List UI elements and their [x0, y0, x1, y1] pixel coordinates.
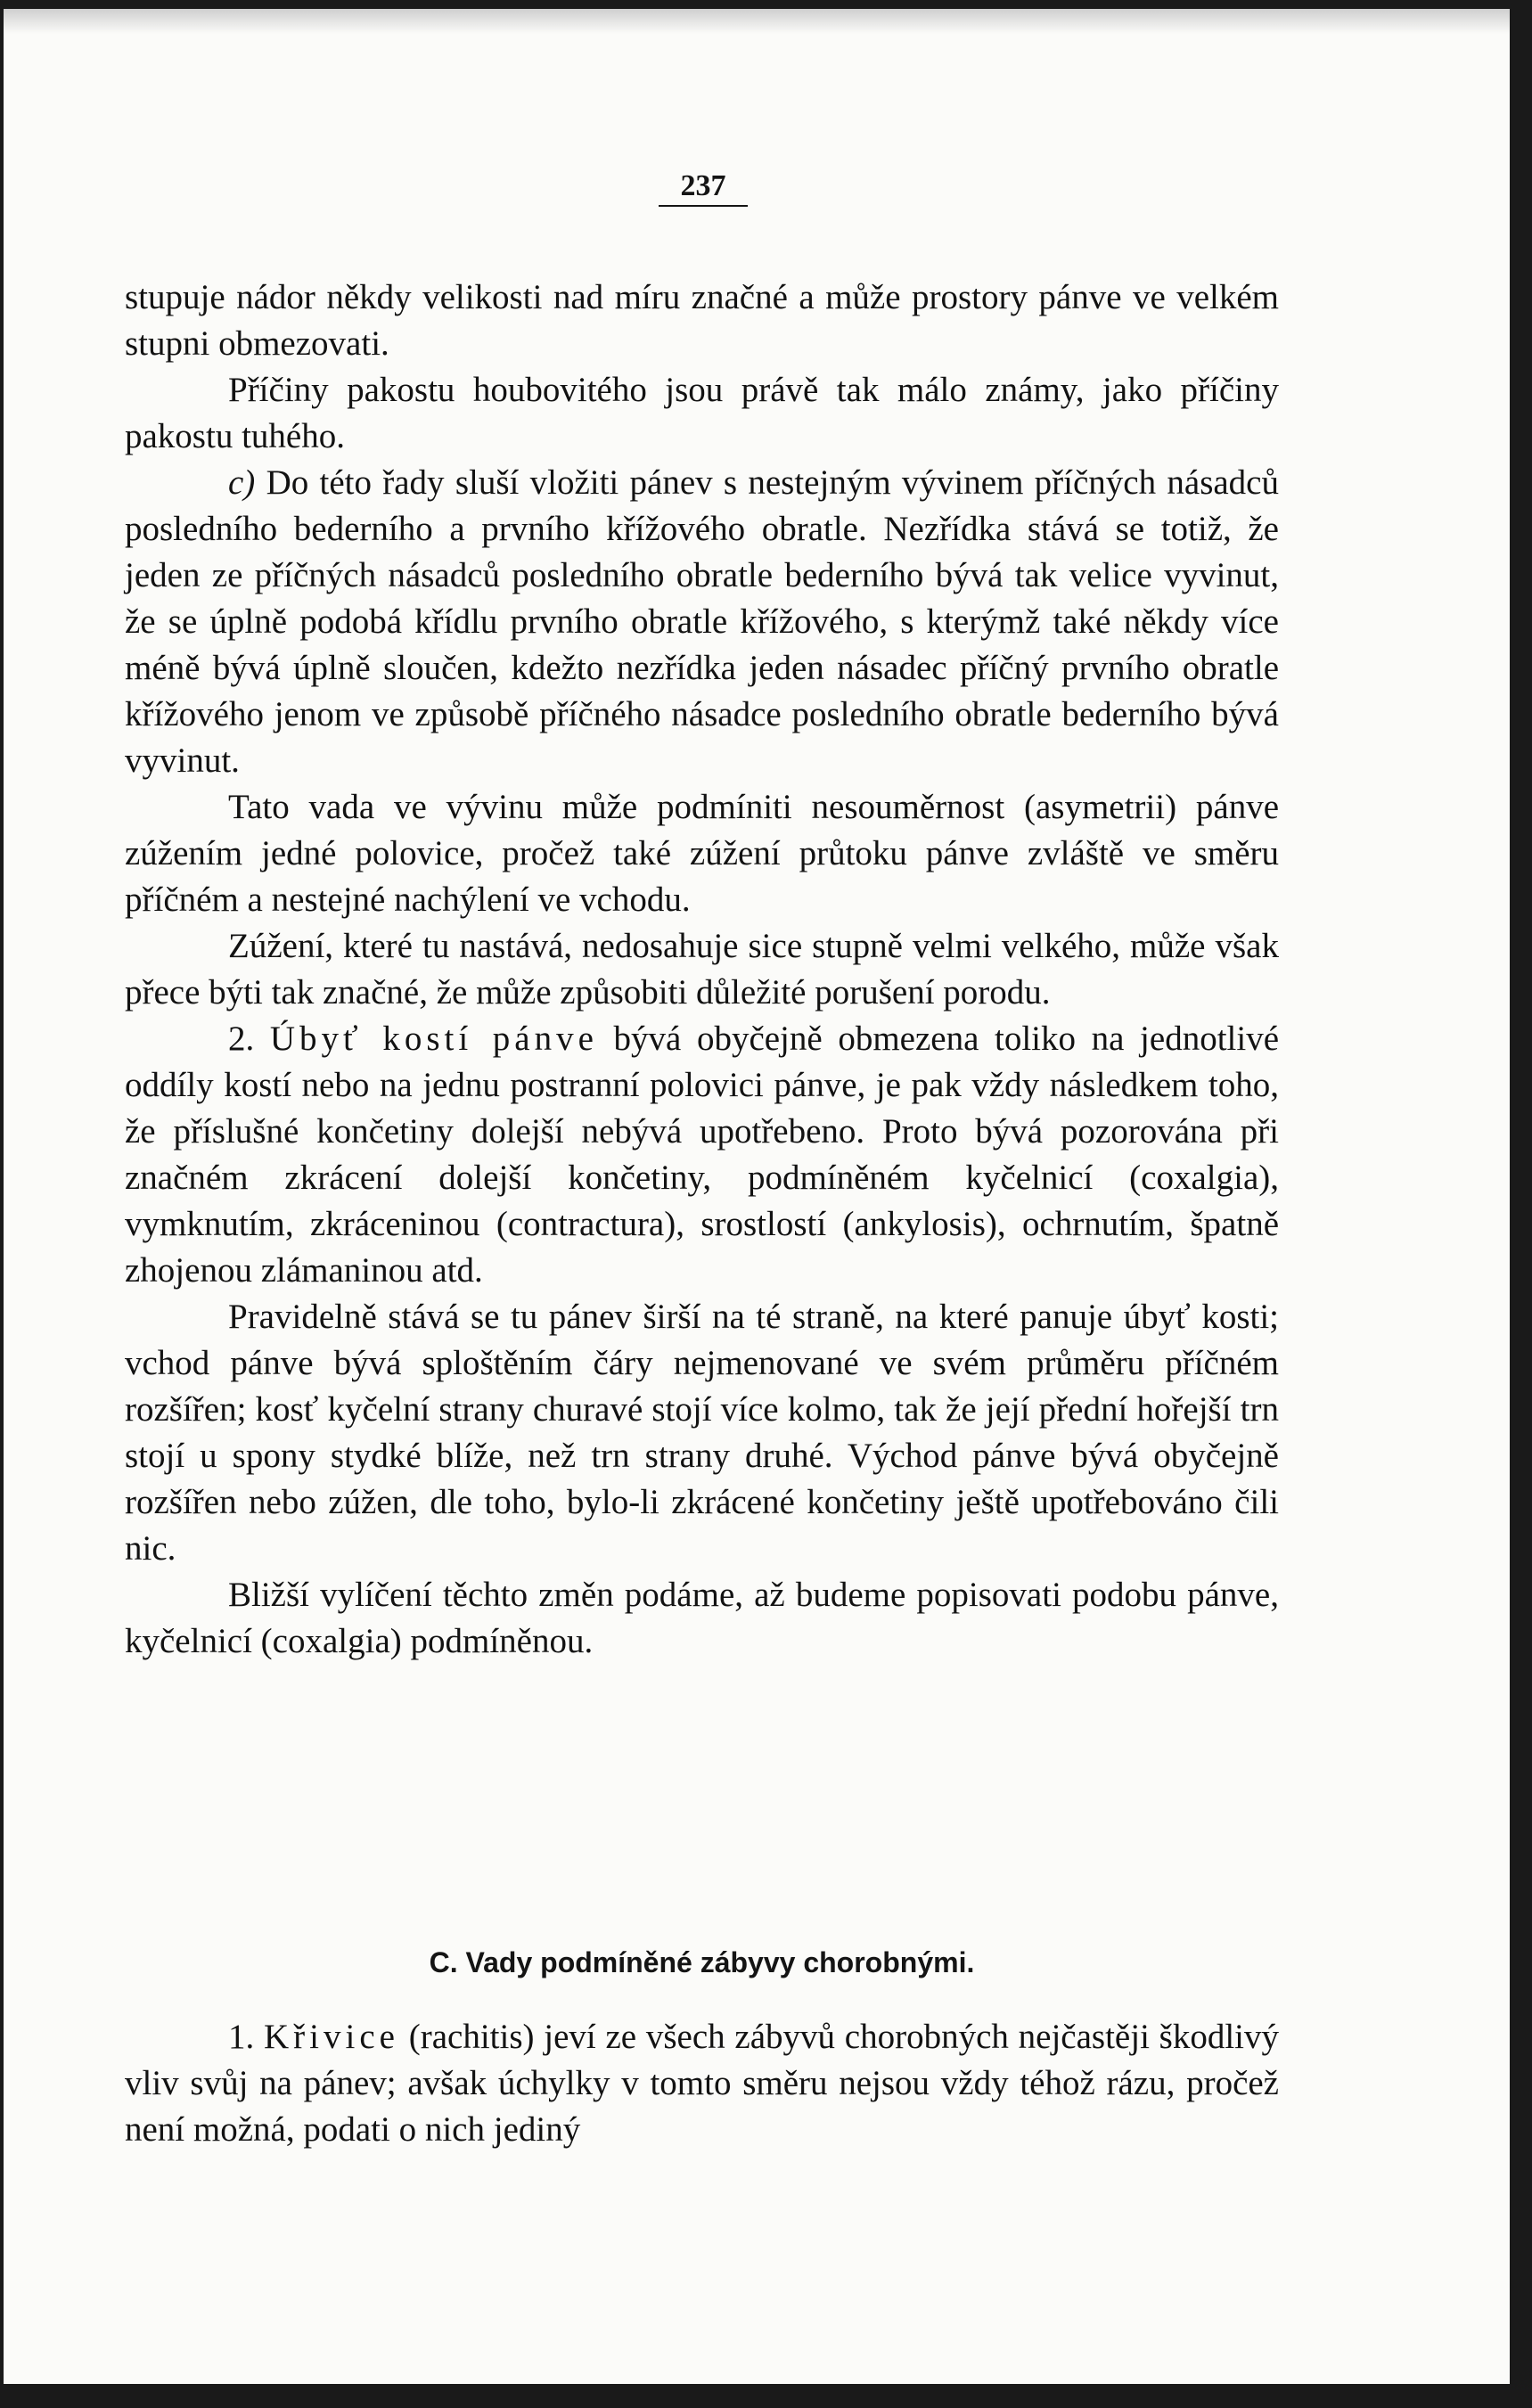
paragraph-text: Do této řady sluší vložiti pánev s nestejným vývinem příčných násadců posledního bederního a prvního křížového obratle. Nezřídka stává se totiž, že jeden ze příčných násadců posledního obratle bederního bývá tak velice vyvinut, že se úplně podobá křídlu prvního obratle křížového, s kterýmž také někdy více méně bývá úplně sloučen, kdežto nezřídka jeden násadec příčný prvního obratle křížového jenom ve způsobě příčného násadce posledního obratle bederního bývá vyvinut.	[125, 463, 1279, 780]
paragraph-text: bývá obyčejně obmezena toliko na jednotlivé oddíly kostí nebo na jednu postranní polovici pánve, je pak vždy následkem toho, že příslušné končetiny dolejší nebývá upotřebeno. Proto bývá pozorována při značném zkrácení dolejší končetiny, podmíněném kyčelnicí (coxalgia), vymknutím, zkráceninou (contractura), srostlostí (ankylosis), ochrnutím, špatně zhojenou zlámaninou atd.	[125, 1020, 1280, 1290]
paragraph	[125, 1294, 1279, 1572]
paragraph-text: Zúžení, které tu nastává, nedosahuje sice stupně velmi velkého, může však přece býti tak značné, že může způsobiti důležité porušení porodu.	[125, 927, 1279, 1012]
paragraph-text: Pravidelně stává se tu pánev širší na té straně, na které panuje úbyť kosti; vchod pánve bývá sploštěním čáry nejmenované ve svém průměru příčném rozšířen; kosť kyčelní strany churavé stojí více kolmo, tak že její přední hořejší trn stojí u spony stydké blíže, než trn strany druhé. Východ pánve bývá obyčejně rozšířen nebo zúžen, dle toho, bylo-li zkrácené končetiny ještě upotřebováno čili nic.	[125, 1298, 1279, 1568]
paragraph	[125, 367, 1279, 460]
paragraph-text: Tato vada ve vývinu může podmíniti nesouměrnost (asymetrii) pánve zúžením jedné polovice, pročež také zúžení průtoku pánve zvláště ve směru příčném a nestejné nachýlení ve vchodu.	[125, 788, 1279, 919]
section-heading: C. Vady podmíněné zábyvy chorobnými.	[429, 1946, 975, 1978]
scan-edge-shadow	[4, 9, 1510, 34]
body-text	[125, 274, 1279, 1665]
paragraph	[125, 784, 1279, 923]
paragraph-lead: 2.	[228, 1020, 270, 1058]
section-body-text	[125, 2014, 1279, 2153]
page-number: 237	[659, 169, 748, 207]
paragraph	[125, 1016, 1279, 1294]
paragraph-text: Bližší vylíčení těchto změn podáme, až budeme popisovati podobu pánve, kyčelnicí (coxalgia) podmíněnou.	[125, 1576, 1279, 1660]
paragraph-text: (rachitis) jeví ze všech zábyvů chorobných nejčastěji škodlivý vliv svůj na pánev; avšak úchylky v tomto směru nejsou vždy téhož rázu, pročež není možná, podati o nich jediný	[125, 2018, 1280, 2149]
spaced-term: Křivice	[264, 2018, 399, 2056]
paragraph	[125, 1572, 1279, 1665]
paragraph	[125, 2014, 1279, 2153]
scanned-page	[4, 9, 1510, 2384]
paragraph-text: Příčiny pakostu houbovitého jsou právě tak málo známy, jako příčiny pakostu tuhého.	[125, 371, 1279, 455]
paragraph-lead: c)	[228, 463, 256, 502]
spaced-term: Úbyť kostí pánve	[269, 1020, 598, 1058]
paragraph-text: stupuje nádor někdy velikosti nad míru značné a může prostory pánve ve velkém stupni obmezovati.	[125, 278, 1279, 363]
paragraph	[125, 274, 1279, 367]
paragraph-lead: 1.	[228, 2018, 265, 2056]
paragraph	[125, 923, 1279, 1016]
paragraph	[125, 460, 1279, 784]
